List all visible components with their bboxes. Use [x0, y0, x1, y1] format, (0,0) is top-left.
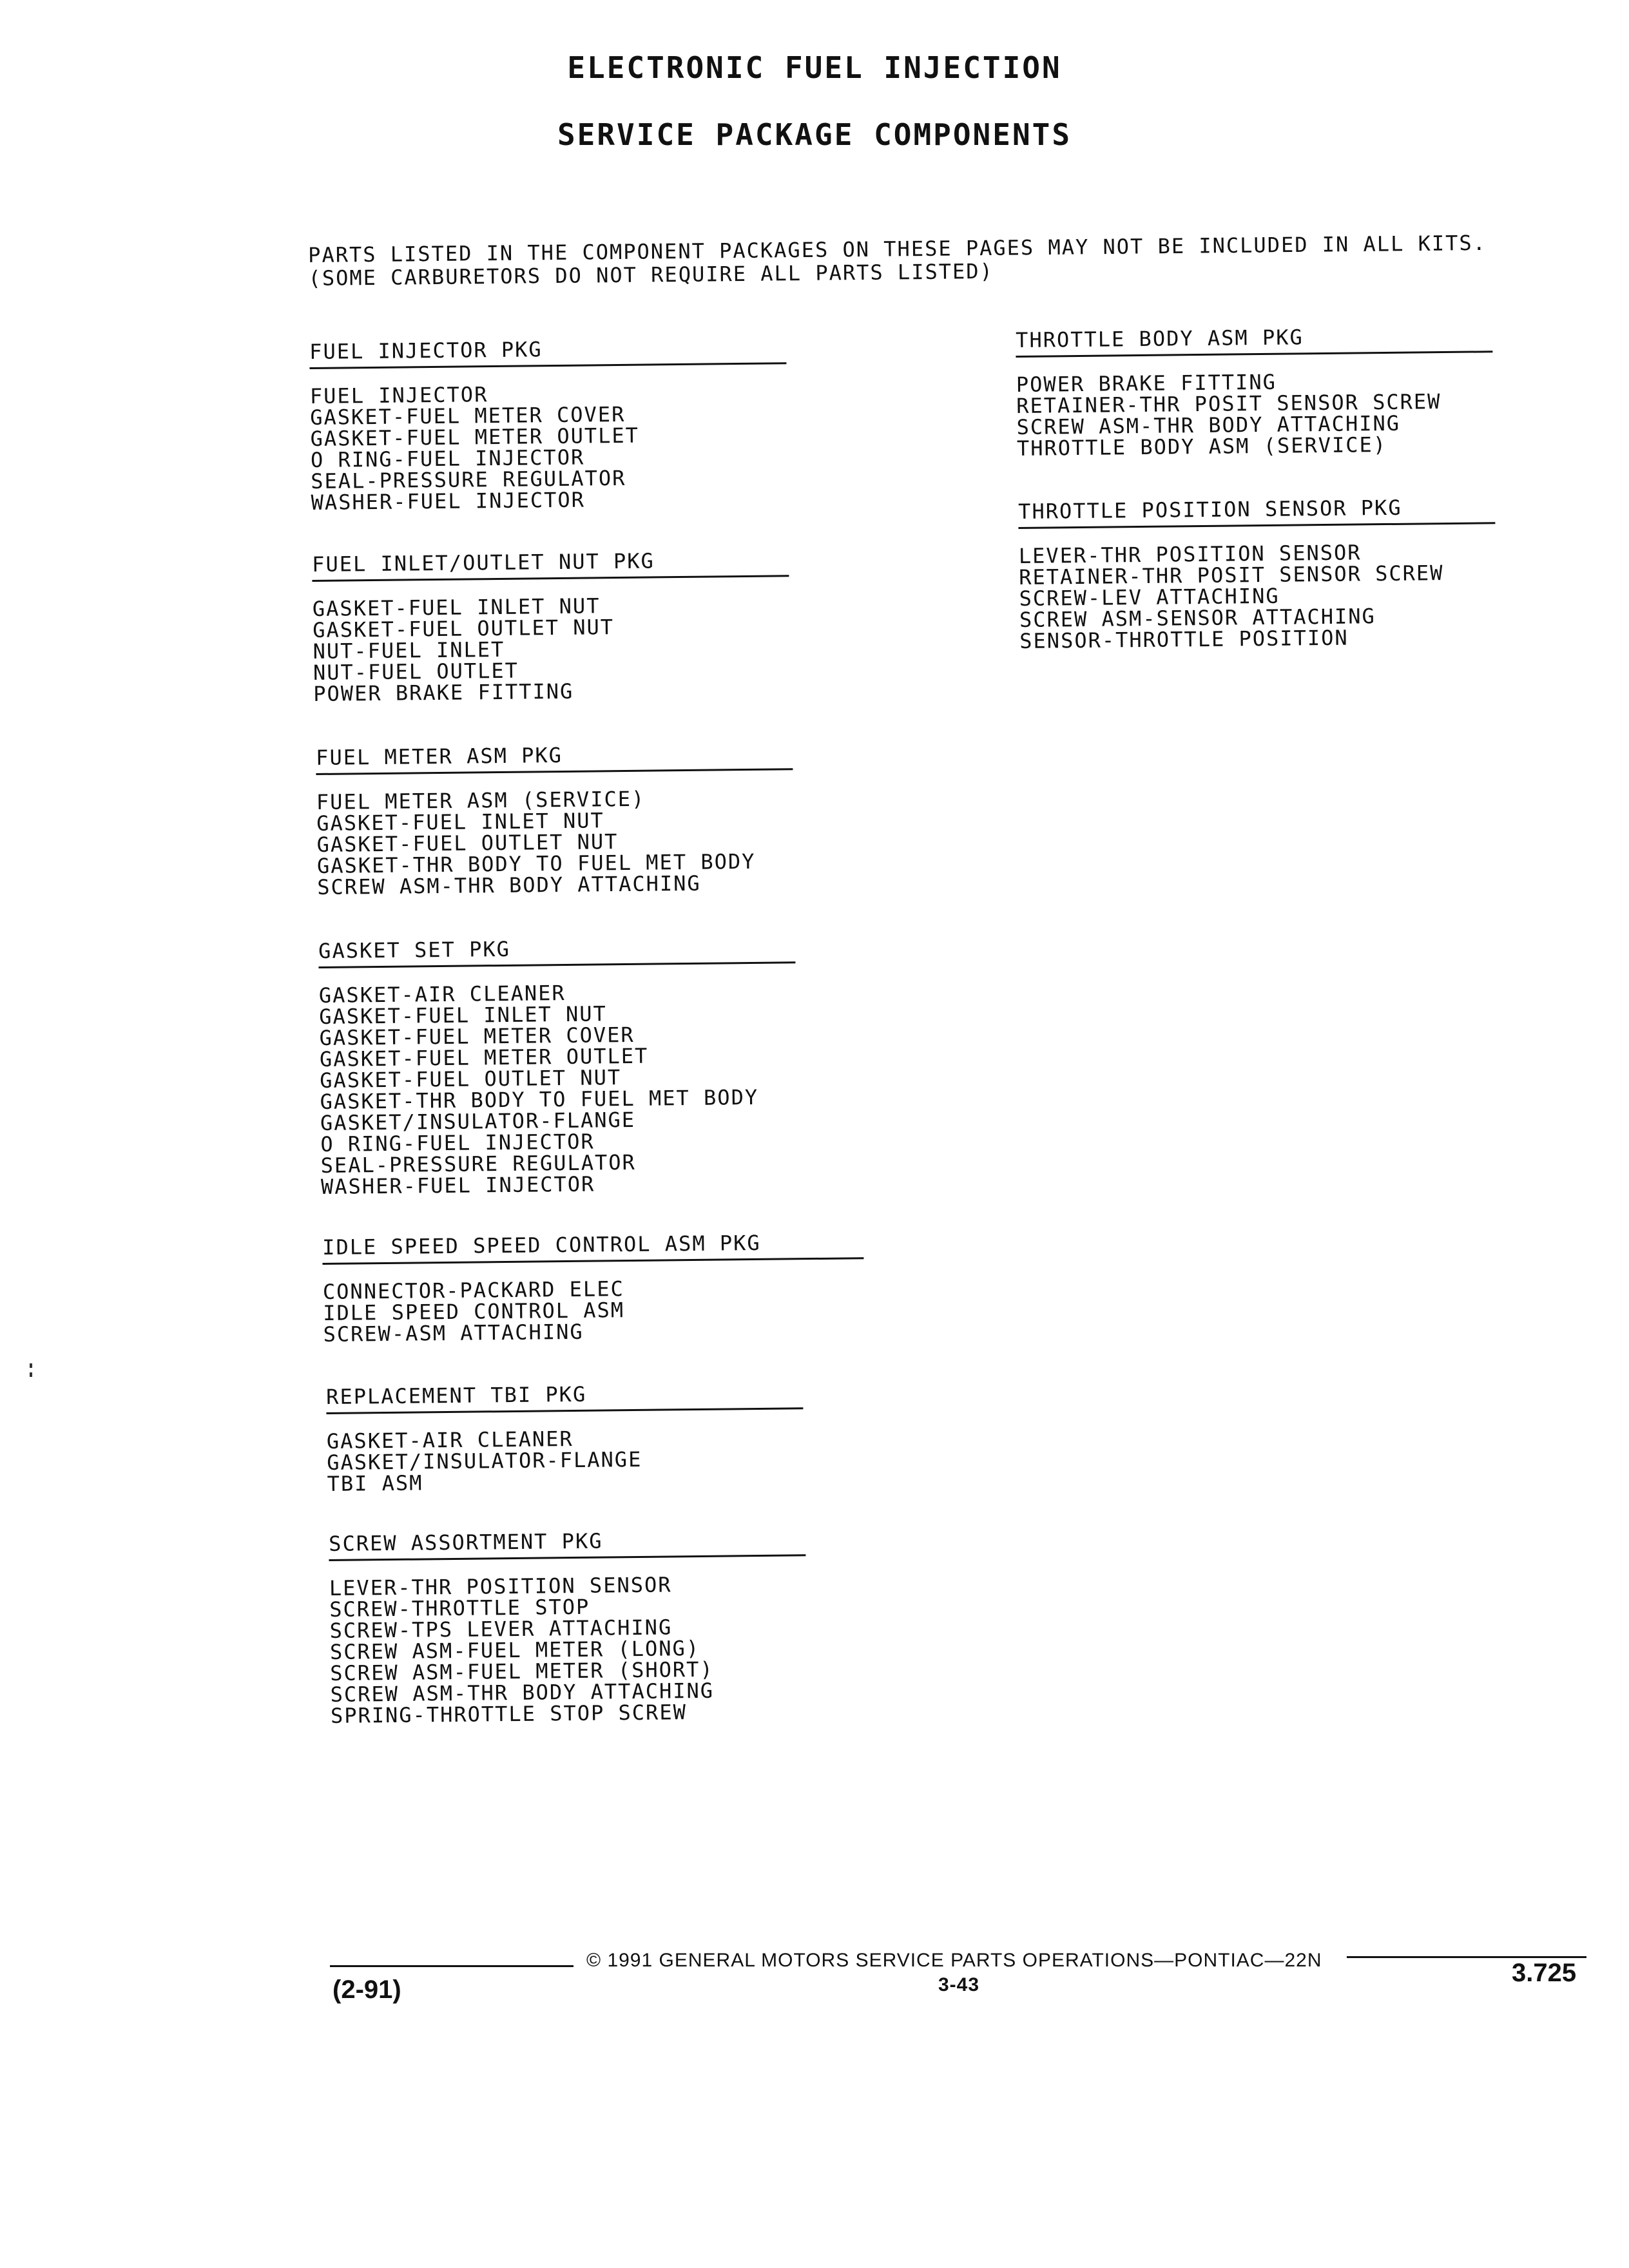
package-item: THROTTLE BODY ASM (SERVICE) — [1016, 432, 1387, 461]
package-heading: REPLACEMENT TBI PKG — [326, 1380, 803, 1414]
package-throttle-body-asm — [1016, 323, 1494, 459]
package-item: TBI ASM — [327, 1470, 423, 1496]
package-item: GASKET/INSULATOR-FLANGE — [320, 1107, 636, 1135]
package-idle-speed-control — [322, 1230, 865, 1345]
package-item: SCREW-TPS LEVER ATTACHING — [329, 1615, 673, 1643]
package-item: GASKET-AIR CLEANER — [326, 1426, 574, 1454]
package-item: GASKET-FUEL METER OUTLET — [319, 1043, 649, 1072]
package-item: SENSOR-THROTTLE POSITION — [1019, 625, 1349, 653]
package-heading: FUEL INLET/OUTLET NUT PKG — [312, 548, 789, 582]
package-item: SEAL-PRESSURE REGULATOR — [320, 1149, 636, 1178]
footer-rule-right — [1347, 1956, 1586, 1958]
package-item: GASKET-FUEL OUTLET NUT — [316, 829, 619, 857]
footer-copyright: © 1991 GENERAL MOTORS SERVICE PARTS OPERATIONS—PONTIAC—22N — [586, 1950, 1322, 1971]
package-item: SCREW ASM-SENSOR ATTACHING — [1019, 604, 1376, 632]
package-item: GASKET-FUEL METER OUTLET — [310, 423, 640, 451]
package-replacement-tbi — [326, 1380, 804, 1495]
package-item: NUT-FUEL INLET — [313, 637, 505, 664]
package-item: NUT-FUEL OUTLET — [313, 658, 519, 685]
package-gasket-set — [318, 934, 798, 1198]
package-item: POWER BRAKE FITTING — [313, 678, 574, 706]
package-item: LEVER-THR POSITION SENSOR — [1018, 540, 1362, 568]
scan-speck — [30, 1363, 32, 1368]
footer-section-number: 3.725 — [1512, 1959, 1577, 1987]
page-title: ELECTRONIC FUEL INJECTION — [567, 50, 1062, 85]
package-item: IDLE SPEED CONTROL ASM — [323, 1298, 625, 1325]
package-item: O RING-FUEL INJECTOR — [310, 445, 585, 472]
package-item: GASKET-AIR CLEANER — [318, 980, 566, 1008]
package-item: O RING-FUEL INJECTOR — [320, 1129, 595, 1157]
package-item: SCREW-THROTTLE STOP — [329, 1594, 590, 1622]
package-item: GASKET-FUEL INLET NUT — [319, 1001, 608, 1029]
package-item: RETAINER-THR POSIT SENSOR SCREW — [1019, 561, 1444, 590]
footer-page-number: 3-43 — [938, 1974, 980, 1995]
package-item: SCREW ASM-THR BODY ATTACHING — [1016, 410, 1401, 439]
package-item: SPRING-THROTTLE STOP SCREW — [330, 1700, 688, 1728]
scan-speck — [30, 1372, 32, 1377]
package-item: FUEL METER ASM (SERVICE) — [316, 786, 646, 814]
package-heading: IDLE SPEED SPEED CONTROL ASM PKG — [322, 1230, 863, 1265]
package-fuel-meter-asm — [316, 741, 794, 898]
package-item: GASKET-FUEL INLET NUT — [316, 808, 605, 836]
package-item: FUEL INJECTOR — [309, 382, 488, 408]
package-item: RETAINER-THR POSIT SENSOR SCREW — [1016, 389, 1441, 418]
package-throttle-position-sensor — [1018, 495, 1496, 652]
package-heading: FUEL INJECTOR PKG — [309, 335, 786, 369]
package-item: GASKET-FUEL OUTLET NUT — [320, 1065, 622, 1093]
package-item: SCREW-LEV ATTACHING — [1019, 583, 1280, 611]
package-item: GASKET-THR BODY TO FUEL MET BODY — [316, 849, 756, 878]
package-heading: GASKET SET PKG — [318, 934, 795, 968]
package-item: SCREW ASM-THR BODY ATTACHING — [317, 870, 701, 899]
intro-note: PARTS LISTED IN THE COMPONENT PACKAGES ON THESE PAGES MAY NOT BE INCLUDED IN ALL KITS. (SOME CARBURETORS DO NOT REQUIRE ALL PARTS LISTED) — [307, 230, 1514, 291]
footer-rule-left — [330, 1965, 574, 1967]
package-item: CONNECTOR-PACKARD ELEC — [322, 1276, 624, 1304]
package-heading: SCREW ASSORTMENT PKG — [329, 1527, 805, 1561]
package-item: SCREW ASM-FUEL METER (SHORT) — [330, 1657, 714, 1686]
package-item: GASKET-FUEL METER COVER — [319, 1022, 635, 1050]
footer-date-code: (2-91) — [333, 1975, 401, 2004]
package-item: GASKET-FUEL OUTLET NUT — [313, 615, 615, 642]
package-item: SCREW ASM-THR BODY ATTACHING — [330, 1678, 715, 1707]
page-subtitle: SERVICE PACKAGE COMPONENTS — [557, 117, 1072, 152]
package-item: WASHER-FUEL INJECTOR — [320, 1171, 595, 1199]
package-item: POWER BRAKE FITTING — [1016, 369, 1277, 397]
package-fuel-injector — [309, 335, 788, 514]
package-item: GASKET-FUEL INLET NUT — [312, 593, 601, 621]
package-item: SCREW-ASM ATTACHING — [323, 1319, 584, 1347]
package-item: SCREW ASM-FUEL METER (LONG) — [329, 1635, 700, 1664]
package-item: WASHER-FUEL INJECTOR — [311, 487, 586, 515]
package-item: GASKET-FUEL METER COVER — [310, 401, 626, 430]
package-item: LEVER-THR POSITION SENSOR — [329, 1572, 672, 1600]
package-heading: THROTTLE BODY ASM PKG — [1016, 323, 1492, 358]
package-fuel-inlet-outlet-nut — [312, 548, 790, 705]
package-screw-assortment — [329, 1527, 807, 1727]
package-item: GASKET-THR BODY TO FUEL MET BODY — [320, 1084, 759, 1114]
package-item: SEAL-PRESSURE REGULATOR — [311, 465, 626, 494]
package-heading: FUEL METER ASM PKG — [316, 741, 793, 775]
package-item: GASKET/INSULATOR-FLANGE — [327, 1446, 642, 1475]
package-heading: THROTTLE POSITION SENSOR PKG — [1018, 495, 1495, 529]
